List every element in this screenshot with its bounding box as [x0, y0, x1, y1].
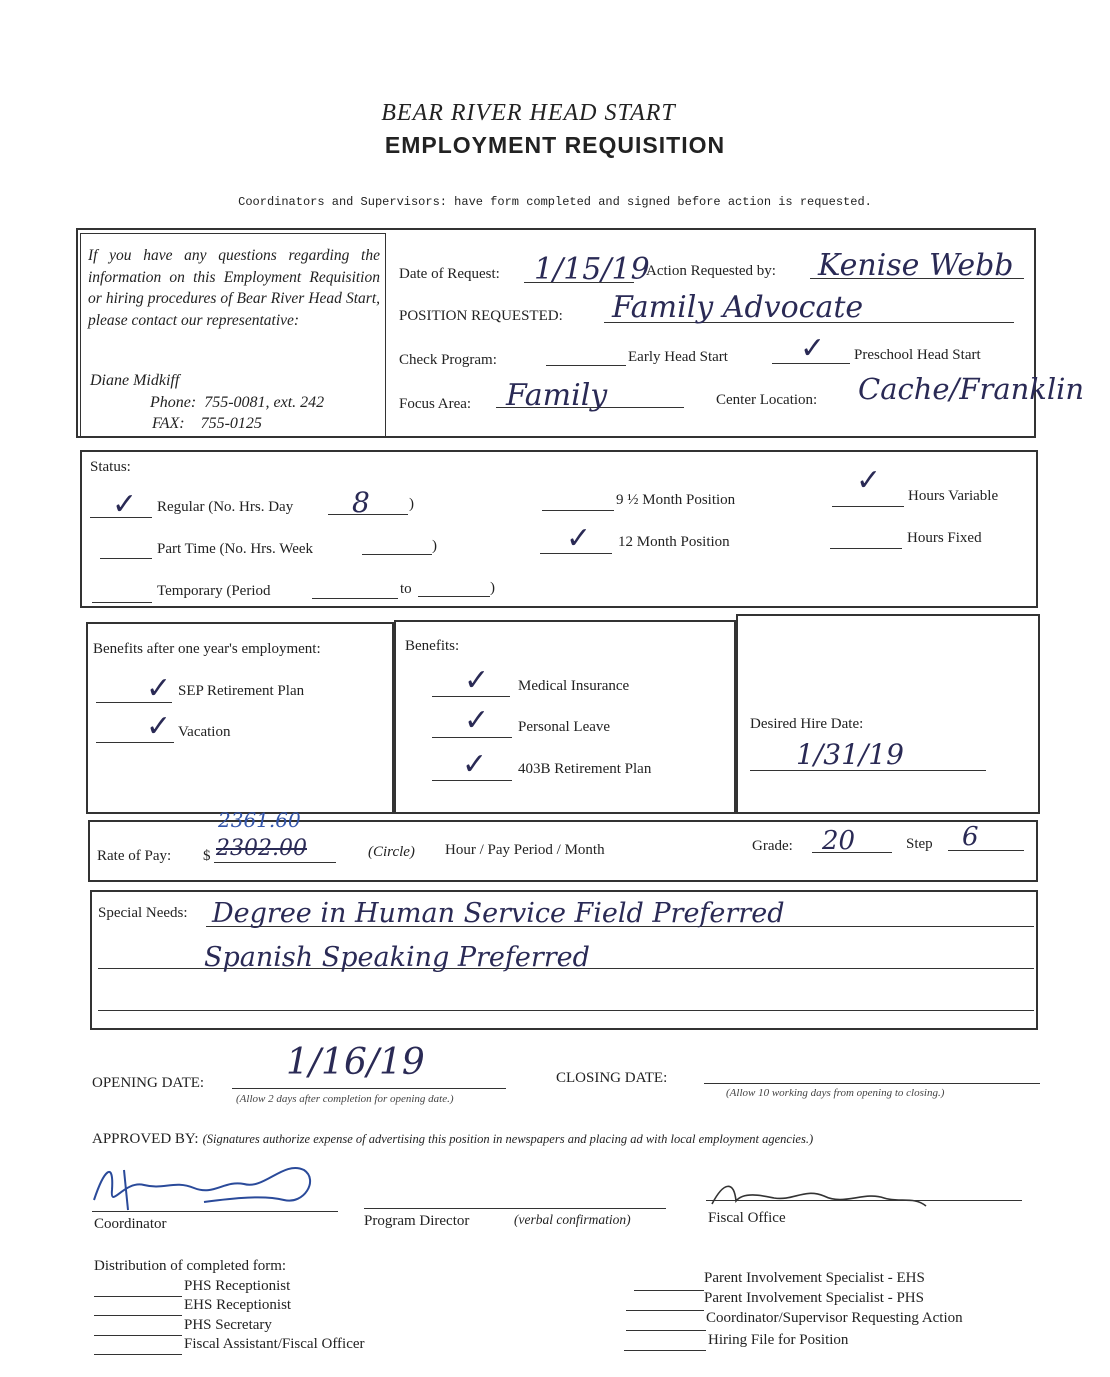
director-line[interactable]: [364, 1208, 666, 1209]
special-needs-label: Special Needs:: [98, 905, 188, 921]
personal-leave-label: Personal Leave: [518, 719, 611, 735]
date-of-request-value[interactable]: 1/15/19: [534, 252, 650, 287]
dist-right-item-0: Parent Involvement Specialist - EHS: [704, 1270, 925, 1286]
regular-label: Regular (No. Hrs. Day: [157, 499, 294, 515]
contact-fax-row: [152, 415, 262, 433]
dist-left-line-2[interactable]: [94, 1335, 182, 1336]
dist-right-item-2: Coordinator/Supervisor Requesting Action: [706, 1310, 963, 1326]
coordinator-label: Coordinator: [94, 1216, 167, 1232]
contact-name: Diane Midkiff: [90, 372, 180, 389]
phs-checkmark-icon: ✓: [800, 331, 826, 366]
distribution-label: Distribution of completed form:: [94, 1258, 287, 1274]
nine-month-label: 9 ½ Month Position: [616, 492, 736, 508]
ehs-label: Early Head Start: [628, 349, 728, 365]
pay-new-value[interactable]: 2361.60: [218, 808, 301, 832]
opening-date-line: [232, 1088, 506, 1089]
instruction-text: Coordinators and Supervisors: have form completed and signed before action is requested.: [238, 195, 872, 209]
date-of-request-label: Date of Request:: [399, 266, 500, 282]
fiscal-line[interactable]: [706, 1200, 1022, 1201]
special-needs-line-1[interactable]: Degree in Human Service Field Preferred: [212, 898, 785, 929]
grade-value[interactable]: 20: [822, 826, 856, 856]
part-time-hrs-line: [362, 554, 432, 555]
step-label: Step: [906, 836, 933, 852]
medical-checkmark-icon: ✓: [464, 663, 490, 698]
step-line: [948, 850, 1024, 851]
hours-variable-line[interactable]: [832, 506, 904, 507]
action-requested-value[interactable]: Kenise Webb: [818, 248, 1014, 283]
focus-area-value[interactable]: Family: [506, 378, 608, 413]
vacation-label: Vacation: [178, 724, 231, 740]
opening-date-value[interactable]: 1/16/19: [286, 1042, 425, 1083]
benefits-label: Benefits:: [405, 638, 460, 654]
dist-right-item-3: Hiring File for Position: [708, 1332, 849, 1348]
fiscal-label: Fiscal Office: [708, 1210, 786, 1226]
temporary-line[interactable]: [92, 602, 152, 603]
dist-left-line-1[interactable]: [94, 1315, 182, 1316]
sep-label: SEP Retirement Plan: [178, 683, 305, 699]
hire-date-box: [736, 614, 1040, 814]
special-needs-line-2[interactable]: Spanish Speaking Preferred: [204, 942, 590, 973]
temporary-close-paren: ): [490, 580, 495, 596]
twelve-month-checkmark-icon: ✓: [566, 521, 592, 556]
opening-date-note: (Allow 2 days after completion for opening date.): [236, 1093, 454, 1105]
pay-struck-value: 2302.00: [216, 836, 307, 861]
part-time-label: Part Time (No. Hrs. Week: [157, 541, 314, 557]
hours-variable-checkmark-icon: ✓: [856, 463, 882, 498]
hours-variable-label: Hours Variable: [908, 488, 999, 504]
closing-date-line[interactable]: [704, 1083, 1040, 1084]
dist-left-line-0[interactable]: [94, 1296, 182, 1297]
fax-label: FAX:: [152, 415, 185, 432]
temporary-to-label: to: [400, 581, 412, 597]
approved-by-row: [92, 1130, 1052, 1148]
part-time-line[interactable]: [100, 558, 152, 559]
temporary-from-line: [312, 598, 398, 599]
closing-date-note: (Allow 10 working days from opening to closing.): [726, 1087, 945, 1099]
org-name: BEAR RIVER HEAD START: [381, 100, 676, 126]
hours-fixed-line[interactable]: [830, 548, 902, 549]
action-requested-label: Action Requested by:: [646, 263, 776, 279]
sep-checkmark-icon: ✓: [146, 671, 172, 706]
center-location-value[interactable]: Cache/Franklin: [858, 372, 1085, 406]
director-label: Program Director: [364, 1213, 470, 1229]
ehs-line[interactable]: [546, 365, 626, 366]
pay-options[interactable]: Hour / Pay Period / Month: [445, 842, 605, 858]
temporary-to-line: [418, 596, 490, 597]
medical-label: Medical Insurance: [518, 678, 630, 694]
phone-value: 755-0081, ext. 242: [204, 394, 325, 411]
pay-line: [214, 862, 336, 863]
personal-leave-checkmark-icon: ✓: [464, 703, 490, 738]
dist-left-item-2: PHS Secretary: [184, 1317, 272, 1333]
contact-phone-row: [150, 394, 324, 412]
benefits-after-label: Benefits after one year's employment:: [93, 641, 321, 657]
position-value[interactable]: Family Advocate: [612, 290, 864, 325]
status-label: Status:: [90, 459, 131, 475]
contact-text: If you have any questions regarding the information on this Employment Requisition or hiring procedures of Bear River Head Start, please contact our representative:: [88, 247, 380, 329]
phone-label: Phone:: [150, 394, 197, 411]
regular-hrs-value[interactable]: 8: [352, 486, 370, 519]
dist-right-line-1[interactable]: [626, 1310, 704, 1311]
hire-date-label: Desired Hire Date:: [750, 716, 864, 732]
approved-by-label: APPROVED BY:: [92, 1131, 199, 1147]
dist-left-item-1: EHS Receptionist: [184, 1297, 292, 1313]
rate-of-pay-label: Rate of Pay:: [97, 848, 172, 864]
regular-close-paren: ): [409, 496, 414, 512]
part-time-close-paren: ): [432, 538, 437, 554]
check-program-label: Check Program:: [399, 352, 497, 368]
regular-checkmark-icon: ✓: [112, 487, 138, 522]
coordinator-signature: [84, 1150, 324, 1220]
vacation-checkmark-icon: ✓: [146, 709, 172, 744]
dist-right-line-2[interactable]: [626, 1330, 706, 1331]
circle-note: (Circle): [368, 844, 415, 860]
closing-date-label: CLOSING DATE:: [556, 1070, 668, 1086]
fax-value: 755-0125: [200, 415, 262, 432]
retirement-checkmark-icon: ✓: [462, 747, 488, 782]
phs-label: Preschool Head Start: [854, 347, 981, 363]
center-location-label: Center Location:: [716, 392, 818, 408]
approved-by-note: (Signatures authorize expense of advertising this position in newspapers and placing ad with local employment agencies.): [202, 1132, 814, 1146]
director-note: (verbal confirmation): [514, 1212, 631, 1227]
special-line-3: [98, 1010, 1034, 1011]
dist-right-line-3[interactable]: [624, 1350, 706, 1351]
coordinator-line[interactable]: [92, 1211, 338, 1212]
dist-right-item-1: Parent Involvement Specialist - PHS: [704, 1290, 924, 1306]
temporary-label: Temporary (Period: [157, 583, 271, 599]
dist-left-item-3: Fiscal Assistant/Fiscal Officer: [184, 1336, 365, 1352]
hours-fixed-label: Hours Fixed: [907, 530, 982, 546]
twelve-month-label: 12 Month Position: [618, 534, 730, 550]
grade-label: Grade:: [752, 838, 793, 854]
focus-area-label: Focus Area:: [399, 396, 472, 412]
dist-right-line-0[interactable]: [634, 1290, 704, 1291]
hire-date-value[interactable]: 1/31/19: [796, 738, 904, 771]
dist-left-item-0: PHS Receptionist: [184, 1278, 291, 1294]
retirement-label: 403B Retirement Plan: [518, 761, 652, 777]
dollar-sign: $: [203, 848, 211, 864]
form-title: EMPLOYMENT REQUISITION: [384, 132, 726, 158]
position-label: POSITION REQUESTED:: [399, 308, 563, 324]
opening-date-label: OPENING DATE:: [92, 1075, 205, 1091]
step-value[interactable]: 6: [962, 822, 979, 852]
dist-left-line-3[interactable]: [94, 1354, 182, 1355]
nine-month-line[interactable]: [542, 510, 614, 511]
